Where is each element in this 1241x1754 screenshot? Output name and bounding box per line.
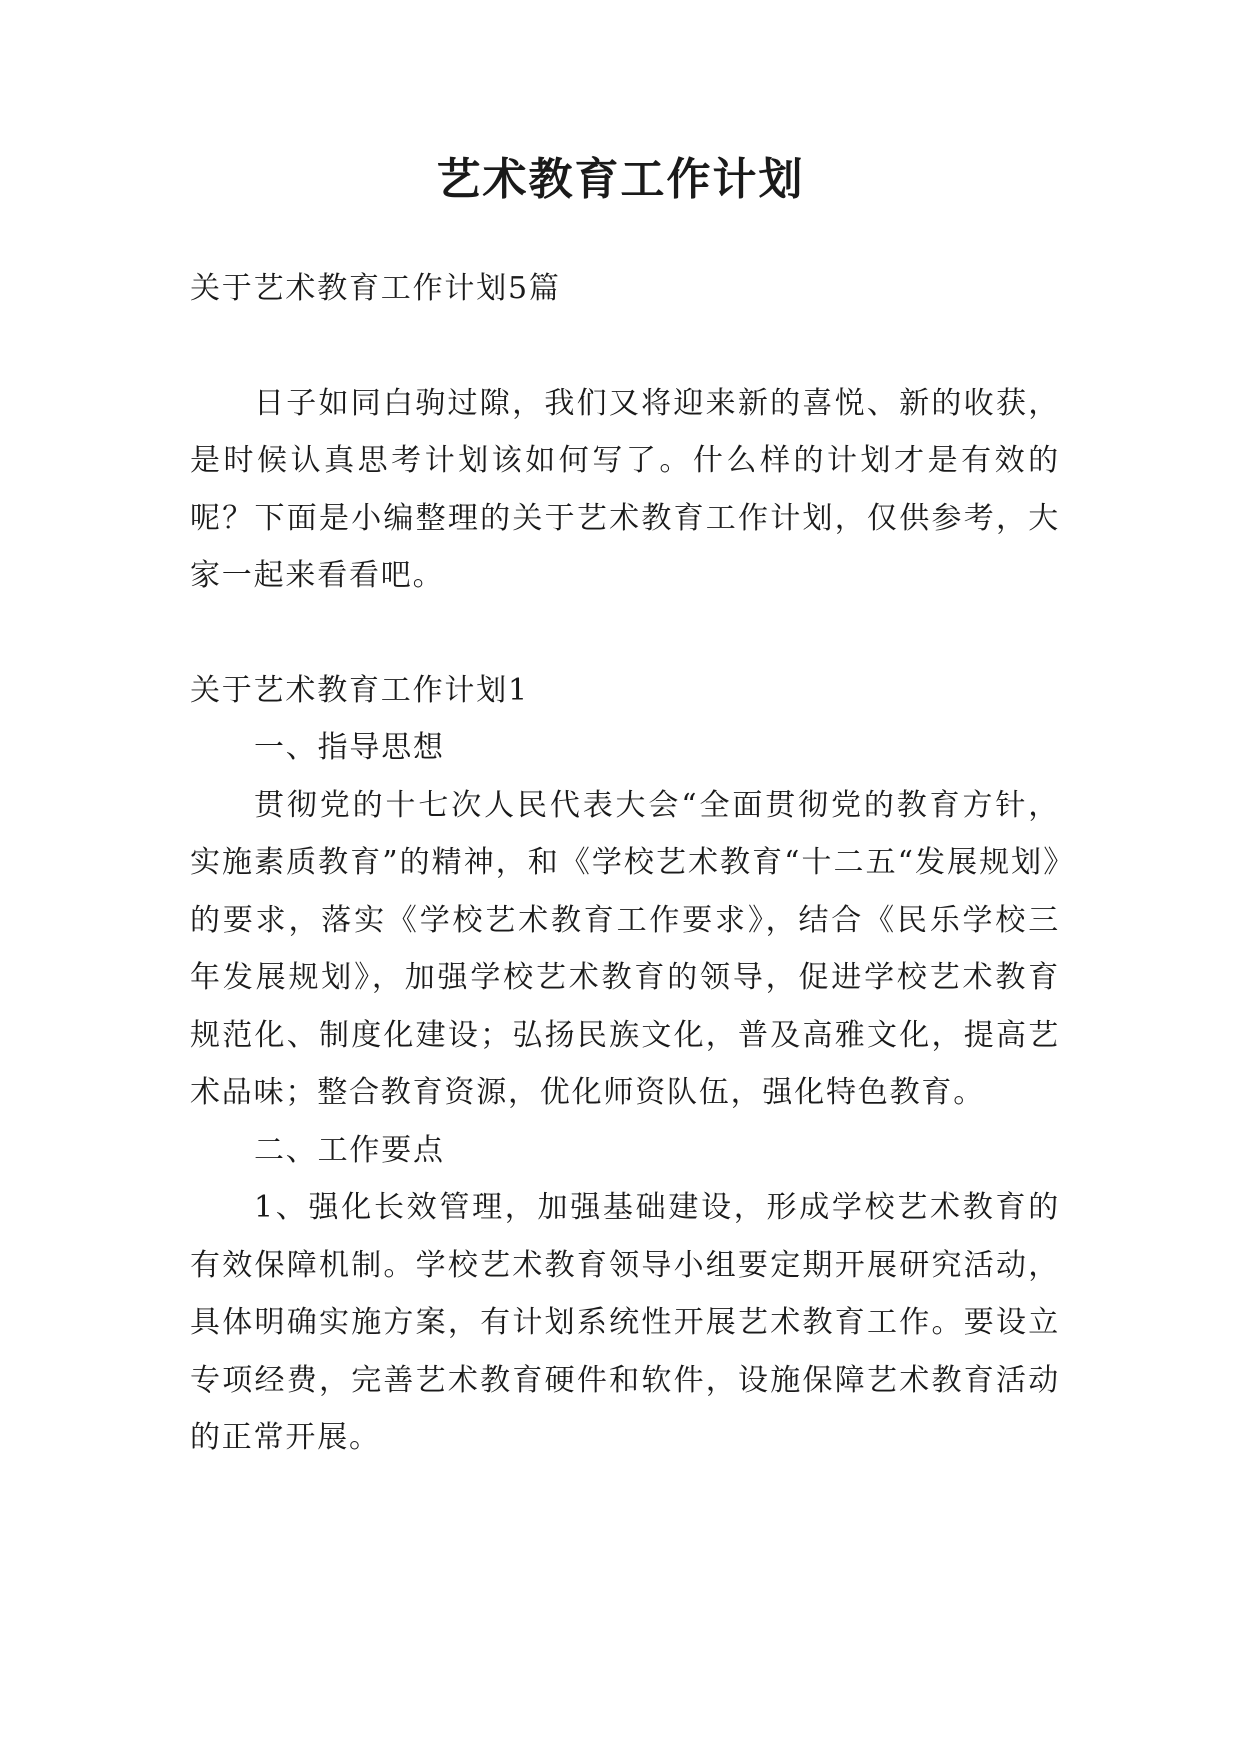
heading-work-points: 二、工作要点 (254, 1132, 445, 1168)
subtitle-paragraph: 关于艺术教育工作计划5篇 (190, 271, 561, 306)
intro-paragraph: 日子如同白驹过隙，我们又将迎来新的喜悦、新的收获，是时候认真思考计划该如何写了。什么样的计划才是有效的呢？下面是小编整理的关于艺术教育工作计划，仅供参考，大家一起来看看吧。 (190, 385, 1060, 593)
page-title: 艺术教育工作计划 (436, 154, 805, 205)
section-heading-plan-1: 关于艺术教育工作计划1 (190, 672, 529, 708)
paragraph-work-point-1: 1、强化长效管理，加强基础建设，形成学校艺术教育的有效保障机制。学校艺术教育领导小组要定期开展研究活动，具体明确实施方案，有计划系统性开展艺术教育工作。要设立专项经费，完善艺术教育硬件和软件，设施保障艺术教育活动的正常开展。 (190, 1190, 1060, 1455)
document-body (190, 260, 1060, 1467)
heading-guiding-ideology: 一、指导思想 (254, 730, 445, 765)
paragraph-guiding-ideology: 贯彻党的十七次人民代表大会“全面贯彻党的教育方针，实施素质教育”的精神，和《学校艺术教育“十二五“发展规划》的要求，落实《学校艺术教育工作要求》，结合《民乐学校三年发展规划》，加强学校艺术教育的领导，促进学校艺术教育规范化、制度化建设；弘扬民族文化，普及高雅文化，提高艺术品味；整合教育资源，优化师资队伍，强化特色教育。 (190, 787, 1060, 1110)
